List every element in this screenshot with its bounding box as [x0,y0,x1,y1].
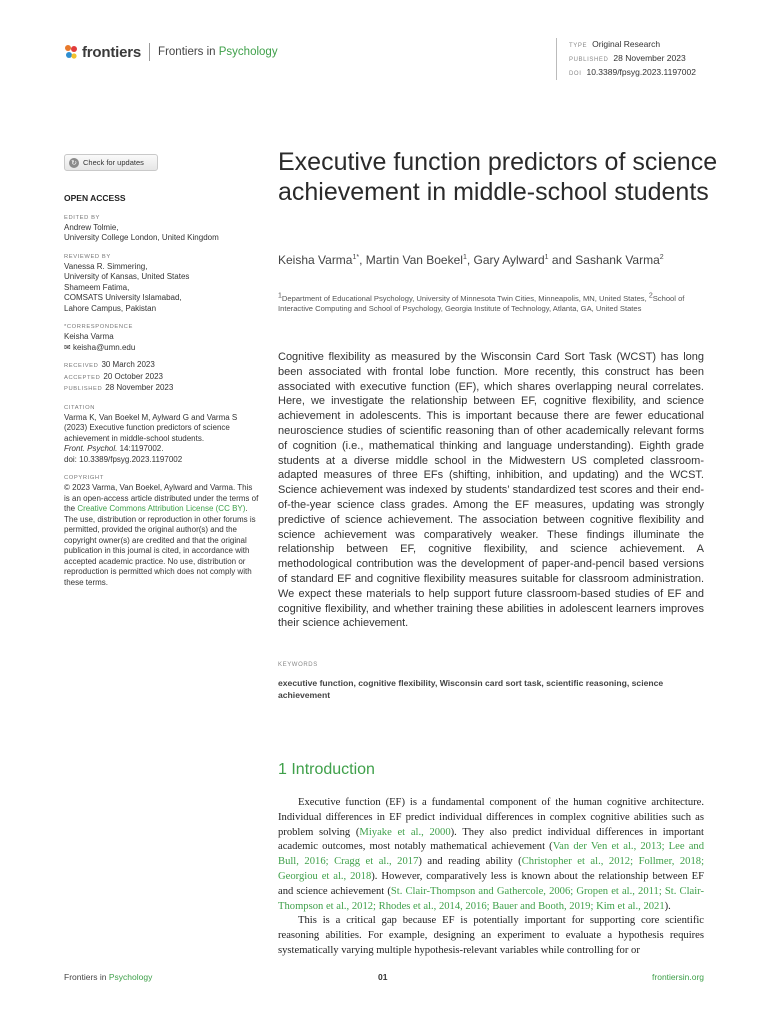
meta-doi [569,66,696,80]
reviewer-affiliation: University of Kansas, United States [64,272,190,281]
paragraph-text: Executive function (EF) is a fundamental component of the human cognitive architecture. Individual differences in EF predict individual differences in complex cognitive abilities such as problem solving ( [278,797,704,838]
footer-journal-prefix: Frontiers in [64,972,109,982]
meta-doi-key: DOI [569,71,582,77]
editor-name: Andrew Tolmie, [64,222,119,232]
paragraph [278,796,704,914]
affiliation-1: Department of Educational Psychology, University of Minnesota Twin Cities, Minneapolis, MN, United States, [281,294,649,303]
citation-link[interactable]: Van der Ven et al., 2013; Lee and Bull, 2016; Cragg et al., 2017 [278,841,704,868]
author-separator: , [466,253,474,267]
author-name[interactable]: Keisha Varma [278,253,353,267]
body-text [278,796,704,959]
citation-body: Varma K, Van Boekel M, Aylward G and Varma S (2023) Executive function predictors of science achievement in middle-school students. [64,412,238,443]
sidebar [64,193,260,588]
citation-text [64,413,260,466]
meta-type-value: Original Research [592,39,661,49]
reviewer-name: Vanessa R. Simmering, [64,261,148,271]
dates-block [64,360,260,395]
published-key: PUBLISHED [64,386,103,392]
paragraph-text: ). However, comparatively less is known about the relationship between EF and science achievement ( [278,870,704,897]
edited-by-heading: EDITED BY [64,214,101,221]
header-divider [149,43,150,61]
meta-published-value: 28 November 2023 [613,53,686,63]
keywords-heading: KEYWORDS [278,662,318,668]
email-address[interactable]: keisha@umn.edu [72,342,136,352]
page-number: 01 [378,972,388,982]
author-affiliation-marker: 1* [352,254,360,261]
journal-subject: Psychology [218,46,278,58]
affiliations [278,294,698,315]
check-for-updates-label: Check for updates [83,158,144,167]
correspondence-name: Keisha Varma [64,332,114,341]
citation-doi[interactable]: doi: 10.3389/fpsyg.2023.1197002 [64,454,183,464]
author-list [278,252,698,269]
citation-link[interactable]: St. Clair-Thompson and Gathercole, 2006; Gropen et al., 2011; St. Clair-Thompson et al., 2012; Rhodes et al., 2014, 2016; Bauer and Booth, 2019; Kim et al., 2021 [278,885,705,912]
reviewed-by-heading: REVIEWED BY [64,253,111,260]
meta-type [569,38,696,52]
accepted-key: ACCEPTED [64,374,101,381]
frontiers-logo[interactable] [64,42,278,62]
copyright-body-end: . The use, distribution or reproduction in other forums is permitted, provided the original author(s) and the copyright owner(s) are credited and that the original publication in this journal is cited, in accordance with accepted academic practice. No use, distribution or reproduction is permitted which does not comply with these terms. [64,504,256,587]
author-name[interactable]: Martin Van Boekel [365,253,463,267]
received-date: 30 March 2023 [101,360,155,369]
citation-link[interactable]: Miyake et al., 2000 [359,826,451,838]
journal-name[interactable] [158,46,278,58]
brand-name: frontiers [82,43,142,61]
meta-type-key: TYPE [569,43,588,49]
reviewer-name: Shameem Fatima, [64,282,130,292]
meta-published-key: PUBLISHED [569,57,609,63]
section-heading-introduction: 1 Introduction [278,761,375,778]
meta-doi-value[interactable]: 10.3389/fpsyg.2023.1197002 [586,67,696,77]
correspondence-heading: *CORRESPONDENCE [64,324,133,330]
author-name[interactable]: Gary Aylward [473,253,545,267]
journal-prefix: Frontiers in [158,46,219,58]
editor-affiliation: University College London, United Kingdom [64,233,219,242]
citation-journal: Front. Psychol. [64,444,118,453]
received-key: RECEIVED [64,363,99,369]
footer-journal-subject: Psychology [108,972,153,982]
refresh-icon: ↻ [69,158,79,168]
reviewer-affiliation: COMSATS University Islamabad, [64,293,182,302]
keywords: executive function, cognitive flexibility, Wisconsin card sort task, scientific reasoning, science achievement [278,678,664,700]
footer-journal[interactable] [64,972,152,982]
check-for-updates-button[interactable] [64,154,158,171]
citation-link[interactable]: Christopher et al., 2012; Follmer, 2018; Georgiou et al., 2018 [278,856,705,882]
license-link[interactable]: Creative Commons Attribution License (CC BY) [77,504,246,513]
paragraph-text: ). [664,900,671,912]
published-date: 28 November 2023 [105,383,174,392]
paragraph: This is a critical gap because EF is potentially important for supporting core scientific reasoning abilities. For example, designing an experiment to evaluate a hypothesis requires systematically varying multiple hypothesis-relevant variables while controlling for or [278,915,704,956]
author-separator: , [359,253,366,267]
footer-site-link[interactable]: frontiersin.org [652,972,704,982]
reviewer-affiliation: Lahore Campus, Pakistan [64,303,157,313]
citation-volume: 14:1197002. [117,444,164,453]
correspondence-email[interactable] [64,343,260,354]
article-meta [556,38,696,80]
paragraph-text: ) and reading ability ( [418,856,522,868]
meta-published [569,52,696,66]
author-name[interactable]: Sashank Varma [575,253,660,267]
abstract: Cognitive flexibility as measured by the Wisconsin Card Sort Task (WCST) has long been associated with frontal lobe function. More recently, this construct has been associated with executive function (EF), which shares overlapping neural correlates. Here, we investigate the relationship between EF, cognitive flexibility, and science achievement in adolescents. This is important because there are fewer educational neuroscience studies of scientific reasoning than of other academically relevant forms of cognition (i.e., mathematical thinking and language understanding). Eighth grade students at a diverse middle school in the Midwestern US completed classroom-adapted measures of three EFs (shifting, inhibition, and updating) and the WCST. Science achievement was indexed by students’ standardized test scores and their end-of-the-year science class grades. Among the EF measures, updating was strongly predictive of science achievement. The association between cognitive flexibility and science achievement was comparatively weaker. These findings illuminate the relationship between EF, cognitive flexibility, and science achievement. A methodological contribution was the development of paper-and-pencil based versions of standard EF and cognitive flexibility measures suitable for classroom administration. We expect these materials to help support future classroom-based studies of EF and cognitive flexibility, and whether training these abilities in adolescent learners improves their science achievement. [278,351,704,630]
paragraph-text: ). They also predict individual differences in important academic outcomes, most notably mathematical achievement ( [278,826,704,853]
article-title: Executive function predictors of science achievement in middle-school students [278,148,718,206]
copyright-heading: COPYRIGHT [64,475,104,481]
citation-heading: CITATION [64,404,95,411]
open-access-label: OPEN ACCESS [64,193,126,203]
copyright-body: © 2023 Varma, Van Boekel, Aylward and Varma. This is an open-access article distributed under the terms of the [64,483,259,513]
author-separator: and [548,253,576,267]
affiliation-marker: 2 [648,292,653,300]
author-affiliation-marker: 1 [544,254,549,261]
accepted-date: 20 October 2023 [103,371,163,381]
frontiers-logo-mark-icon [64,44,78,60]
author-affiliation-marker: 1 [462,254,467,261]
copyright-text [64,483,260,588]
affiliation-2: School of Interactive Computing and School of Psychology, Georgia Institute of Technology, Atlanta, GA, United States [278,294,685,314]
author-affiliation-marker: 2 [659,254,664,261]
email-icon: ✉ [64,342,73,352]
affiliation-marker: 1 [278,292,282,300]
